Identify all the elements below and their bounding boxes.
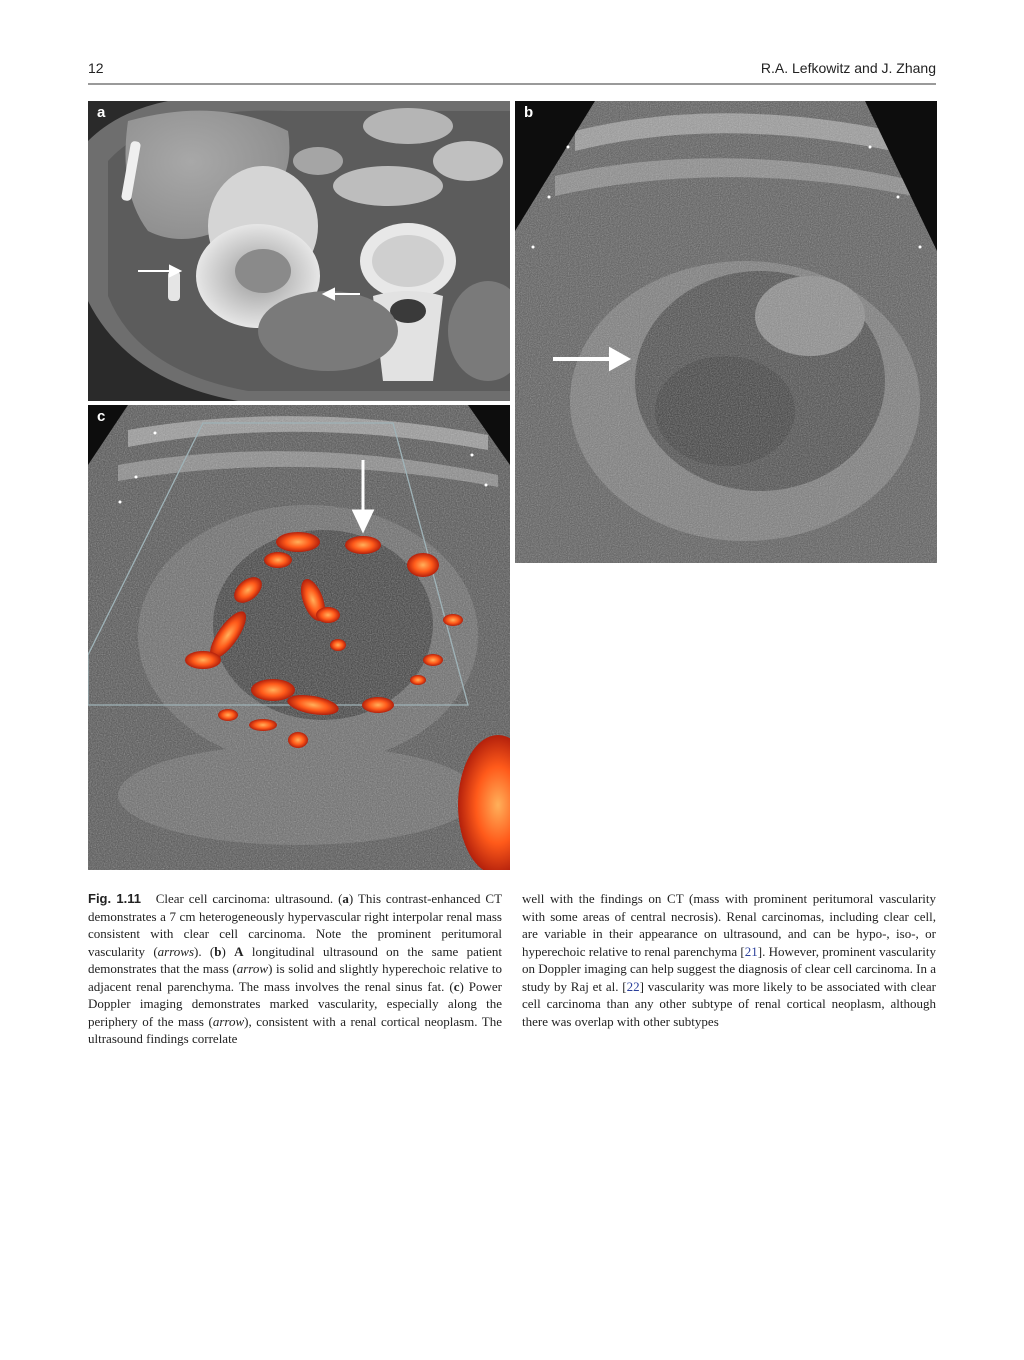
figure-panel-b — [515, 101, 937, 563]
ct-image — [88, 101, 510, 401]
caption-text: ] vascularity was more likely to be associated with clear cell carcinoma than any other subtype of renal cortical neoplasm, although there was overlap with other subtypes — [522, 978, 936, 1029]
figure-caption-right — [522, 890, 936, 1030]
running-head: R.A. Lefkowitz and J. Zhang — [760, 60, 936, 76]
caption-text: ), consistent with a renal cortical neoplasm. The ultrasound findings correlate — [88, 1013, 502, 1046]
figure-label: Fig. 1.11 — [88, 891, 141, 906]
doppler-image — [88, 405, 510, 870]
ultrasound-image — [515, 101, 937, 563]
caption-italic: arrows — [157, 943, 195, 959]
page-number: 12 — [88, 60, 104, 76]
caption-text: ) — [221, 943, 235, 959]
caption-italic: arrow — [212, 1013, 245, 1029]
caption-text: well with the findings on CT (mass with prominent peritumoral vascularity with some areas of central necrosis). Renal carcinomas, including clear cell, are variable in their appearance on ultrasound, and can be hypo-, iso-, or hyperechoic relative to renal parenchyma [ — [522, 891, 936, 959]
caption-text: ) Power Doppler imaging demonstrates marked vascularity, especially along the periphery of the mass ( — [88, 978, 503, 1029]
caption-panel-ref: a — [342, 891, 349, 906]
caption-text: ) This contrast-enhanced CT demonstrates a 7 cm heterogeneously hypervascular right interpolar renal mass consistent with clear cell carcinoma. Note the prominent peritumoral vascularity ( — [88, 891, 503, 959]
caption-italic: arrow — [236, 961, 269, 976]
figure-caption-left — [88, 890, 502, 1048]
caption-panel-ref: b — [214, 943, 222, 959]
caption-text: longitudinal ultrasound on the same patient demonstrates that the mass ( — [88, 943, 502, 976]
citation-link[interactable]: 21 — [744, 943, 758, 959]
caption-text: ). ( — [194, 943, 215, 959]
citation-link[interactable]: 22 — [626, 978, 640, 994]
panel-label: b — [524, 104, 534, 121]
caption-panel-ref: c — [453, 978, 460, 994]
figure-panel-c — [88, 405, 510, 870]
panel-label: a — [97, 104, 106, 121]
caption-text: ) is solid and slightly hyperechoic relative to adjacent renal parenchyma. The mass involves the renal sinus fat. ( — [88, 961, 502, 994]
panel-label: c — [97, 408, 106, 425]
caption-text: Clear cell carcinoma: ultrasound. ( — [155, 891, 343, 906]
caption-text: A — [234, 943, 244, 959]
caption-text: ]. However, prominent vascularity on Doppler imaging can help suggest the diagnosis of clear cell carcinoma. In a study by Raj et al. [ — [522, 943, 936, 994]
header-rule — [88, 83, 936, 85]
page-header — [88, 60, 936, 80]
figure-panel-a — [88, 101, 510, 401]
